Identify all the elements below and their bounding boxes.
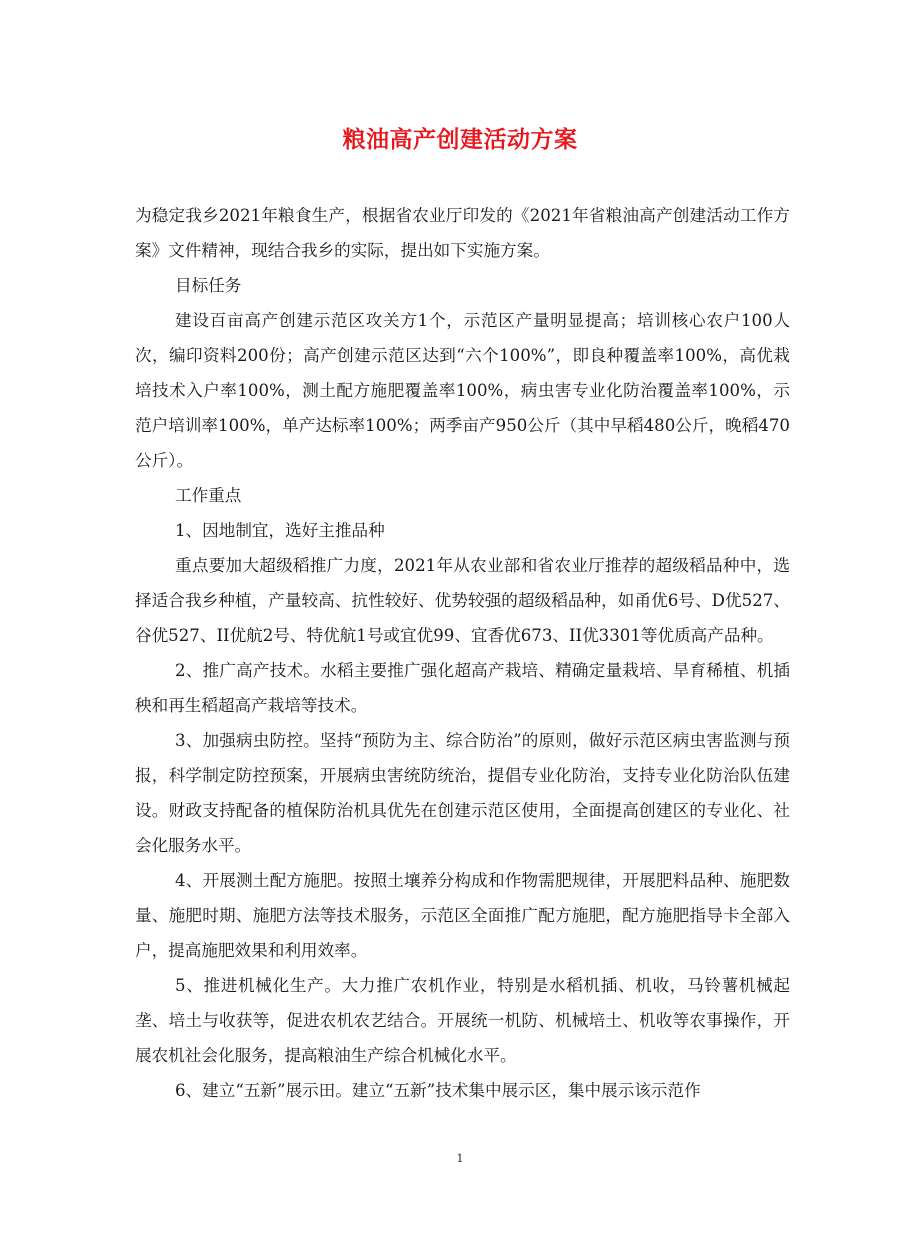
document-body bbox=[135, 198, 790, 1108]
item-3-paragraph: 3、加强病虫防控。坚持“预防为主、综合防治”的原则，做好示范区病虫害监测与预报，科学制定防控预案，开展病虫害统防统治，提倡专业化防治，支持专业化防治队伍建设。财政支持配备的植保防治机具优先在创建示范区使用，全面提高创建区的专业化、社会化服务水平。 bbox=[135, 731, 790, 855]
item-1-paragraph: 重点要加大超级稻推广力度，2021年从农业部和省农业厅推荐的超级稻品种中，选择适合我乡种植，产量较高、抗性较好、优势较强的超级稻品种，如甬优6号、D优527、谷优527、II优航2号、特优航1号或宜优99、宜香优673、II优3301等优质高产品种。 bbox=[135, 556, 790, 645]
intro-paragraph: 为稳定我乡2021年粮食生产，根据省农业厅印发的《2021年省粮油高产创建活动工作方案》文件精神，现结合我乡的实际，提出如下实施方案。 bbox=[135, 206, 790, 260]
page-number: 1 bbox=[456, 1152, 464, 1165]
item-4-paragraph: 4、开展测土配方施肥。按照土壤养分构成和作物需肥规律，开展肥料品种、施肥数量、施肥时期、施肥方法等技术服务，示范区全面推广配方施肥，配方施肥指导卡全部入户，提高施肥效果和利用效率。 bbox=[135, 871, 790, 960]
section-heading-goals: 目标任务 bbox=[175, 276, 242, 295]
item-1-heading: 1、因地制宜，选好主推品种 bbox=[175, 521, 385, 540]
item-6-paragraph: 6、建立“五新”展示田。建立“五新”技术集中展示区，集中展示该示范作 bbox=[175, 1081, 701, 1100]
item-2-paragraph: 2、推广高产技术。水稻主要推广强化超高产栽培、精确定量栽培、旱育稀植、机插秧和再生稻超高产栽培等技术。 bbox=[135, 661, 790, 715]
goals-paragraph: 建设百亩高产创建示范区攻关方1个，示范区产量明显提高；培训核心农户100人次，编印资料200份；高产创建示范区达到“六个100%”，即良种覆盖率100%，高优栽培技术入户率100%，测土配方施肥覆盖率100%，病虫害专业化防治覆盖率100%，示范户培训率100%，单产达标率100%；两季亩产950公斤（其中早稻480公斤，晚稻470公斤）。 bbox=[135, 311, 790, 470]
item-5-paragraph: 5、推进机械化生产。大力推广农机作业，特别是水稻机插、机收，马铃薯机械起垄、培土与收获等，促进农机农艺结合。开展统一机防、机械培土、机收等农事操作，开展农机社会化服务，提高粮油生产综合机械化水平。 bbox=[135, 976, 790, 1065]
section-heading-focus: 工作重点 bbox=[175, 486, 242, 505]
document-title: 粮油高产创建活动方案 bbox=[342, 127, 578, 153]
